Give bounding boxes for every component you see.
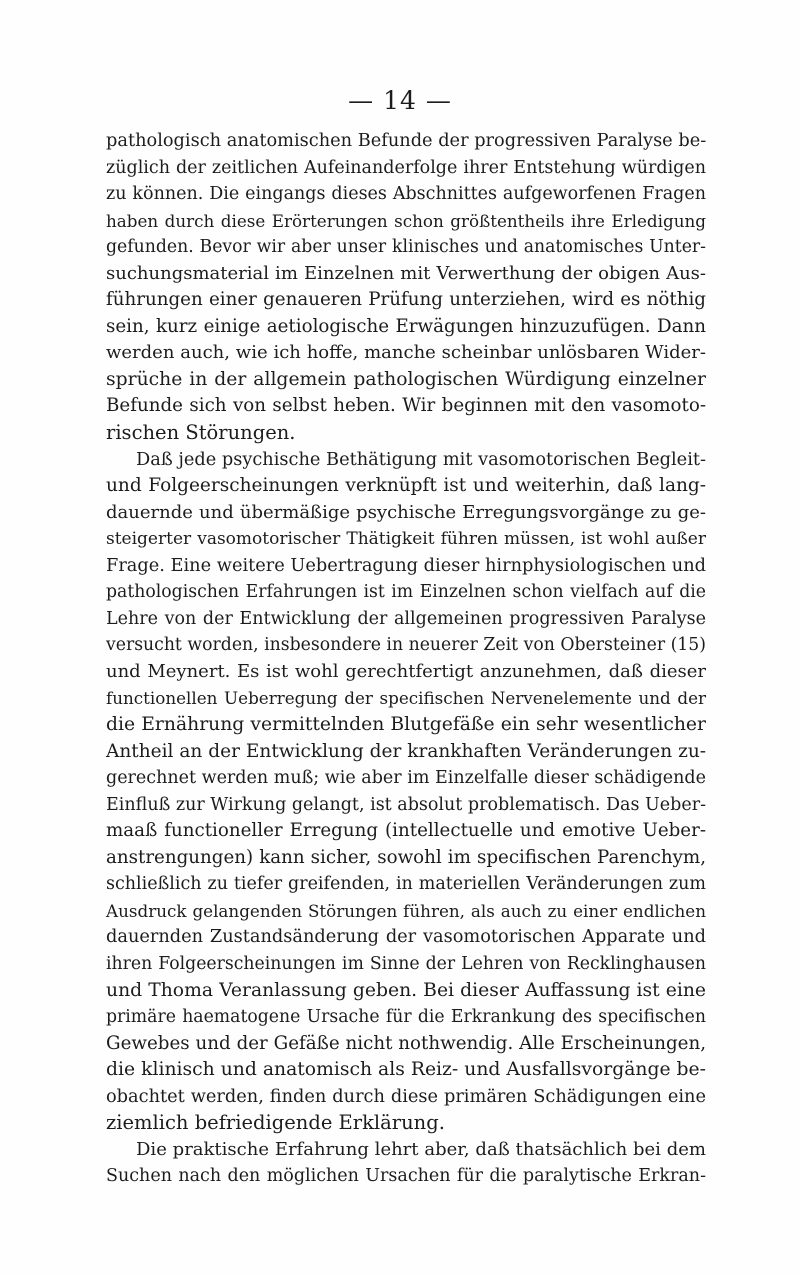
- text-line: maaß functioneller Erregung (intellectuelle und emotive Ueber-: [106, 820, 706, 842]
- text-line: und Meynert. Es ist wohl gerechtfertigt anzunehmen, daß dieser: [106, 660, 706, 682]
- text-line: sprüche in der allgemein pathologischen Würdigung einzelner: [106, 368, 706, 390]
- text-line: ihren Folgeerscheinungen im Sinne der Lehren von Recklinghausen: [106, 953, 706, 974]
- paragraph: [106, 1137, 706, 1190]
- text-line: Daß jede psychische Bethätigung mit vasomotorischen Begleit-: [136, 449, 706, 470]
- text-line: versucht worden, insbesondere in neuerer Zeit von Obersteiner (15): [106, 635, 706, 656]
- text-line: suchungsmaterial im Einzelnen mit Verwerthung der obigen Aus-: [106, 262, 706, 284]
- text-line: Suchen nach den möglichen Ursachen für die paralytische Erkran-: [106, 1166, 706, 1187]
- text-line: die Ernährung vermittelnden Blutgefäße ein sehr wesentlicher: [106, 714, 706, 736]
- text-line: und Folgeerscheinungen verknüpft ist und weiterhin, daß lang-: [106, 475, 706, 497]
- text-line: gefunden. Bevor wir aber unser klinisches und anatomisches Unter-: [106, 237, 706, 258]
- text-line: Einfluß zur Wirkung gelangt, ist absolut problematisch. Das Ueber-: [106, 794, 706, 815]
- text-line: und Thoma Veranlassung geben. Bei dieser Auffassung ist eine: [106, 979, 706, 1001]
- text-line: werden auch, wie ich hoffe, manche scheinbar unlösbaren Wider-: [106, 342, 706, 364]
- text-line: Lehre von der Entwicklung der allgemeinen progressiven Paralyse: [106, 608, 706, 629]
- text-line: ziemlich befriedigende Erklärung.: [106, 1111, 445, 1135]
- paragraph: [106, 128, 706, 447]
- text-line: rischen Störungen.: [106, 421, 296, 445]
- text-line: steigerter vasomotorischer Thätigkeit führen müssen, ist wohl außer: [106, 529, 706, 550]
- body-text: [106, 128, 706, 1190]
- text-line: züglich der zeitlichen Aufeinanderfolge ihrer Entstehung würdigen: [106, 157, 706, 178]
- text-line: sein, kurz einige aetiologische Erwägungen hinzuzufügen. Dann: [106, 315, 706, 337]
- page-number: — 14 —: [348, 86, 452, 115]
- text-line: dauernden Zustandsänderung der vasomotorischen Apparate und: [106, 927, 706, 948]
- text-line: haben durch diese Erörterungen schon größtentheils ihre Erledigung: [106, 210, 706, 231]
- text-line: primäre haematogene Ursache für die Erkrankung des specifischen: [106, 1007, 706, 1028]
- text-line: Befunde sich von selbst heben. Wir beginnen mit den vasomoto-: [106, 395, 706, 417]
- text-line: pathologisch anatomischen Befunde der progressiven Paralyse be-: [106, 131, 707, 151]
- text-line: obachtet werden, finden durch diese primären Schädigungen eine: [106, 1086, 706, 1107]
- text-line: functionellen Ueberregung der specifischen Nervenelemente und der: [106, 688, 706, 709]
- text-line: führungen einer genaueren Prüfung unterziehen, wird es nöthig: [106, 289, 706, 311]
- text-line: dauernde und übermäßige psychische Erregungsvorgänge zu ge-: [106, 501, 706, 523]
- text-line: die klinisch und anatomisch als Reiz- und Ausfallsvorgänge be-: [106, 1059, 706, 1081]
- text-line: zu können. Die eingangs dieses Abschnittes aufgeworfenen Fragen: [106, 184, 706, 205]
- text-line: Die praktische Erfahrung lehrt aber, daß thatsächlich bei dem: [136, 1138, 706, 1160]
- paragraph: [106, 447, 706, 1137]
- text-line: anstrengungen) kann sicher, sowohl im specifischen Parenchym,: [106, 846, 706, 868]
- text-line: Frage. Eine weitere Uebertragung dieser hirnphysiologischen und: [106, 555, 706, 576]
- text-line: gerechnet werden muß; wie aber im Einzelfalle dieser schädigende: [106, 768, 706, 789]
- text-line: schließlich zu tiefer greifenden, in materiellen Veränderungen zum: [106, 874, 706, 895]
- text-line: Ausdruck gelangenden Störungen führen, als auch zu einer endlichen: [106, 900, 706, 921]
- text-line: Antheil an der Entwicklung der krankhaften Veränderungen zu-: [106, 740, 706, 762]
- text-line: pathologischen Erfahrungen ist im Einzelnen schon vielfach auf die: [106, 582, 706, 603]
- text-line: Gewebes und der Gefäße nicht nothwendig. Alle Erscheinungen,: [106, 1032, 706, 1054]
